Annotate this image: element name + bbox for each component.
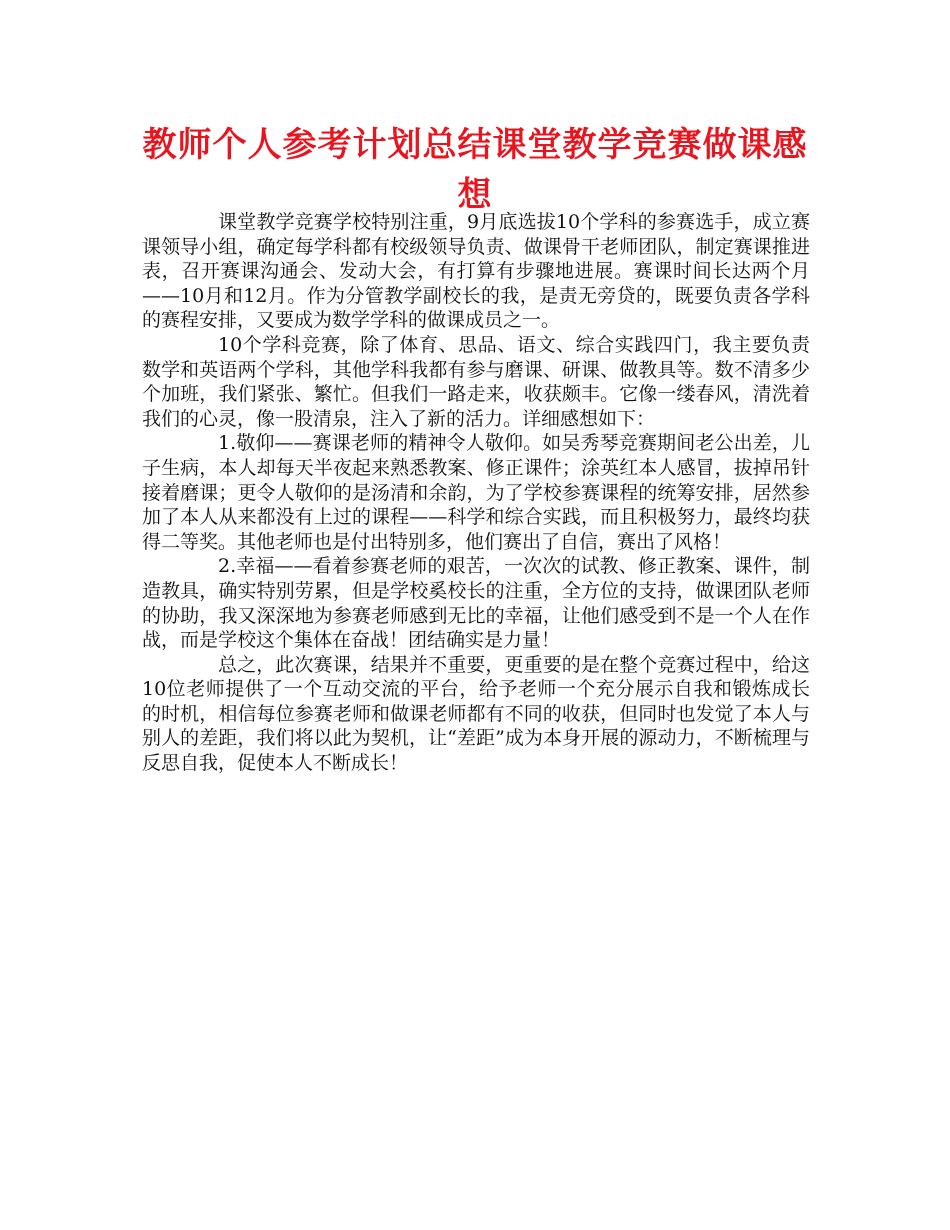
- paragraph-admiration: 1.敬仰——赛课老师的精神令人敬仰。如吴秀琴竞赛期间老公出差，儿子生病，本人却每天半夜起来熟悉教案、修正课件；涂英红本人感冒，拔掉吊针接着磨课；更令人敬仰的是汤清和余韵，为了学校参赛课程的统筹安排，居然参加了本人从来都没有上过的课程——科学和综合实践，而且积极努力，最终均获得二等奖。其他老师也是付出特别多，他们赛出了自信，赛出了风格！: [142, 432, 810, 553]
- paragraph-happiness: 2.幸福——看着参赛老师的艰苦，一次次的试教、修正教案、课件，制造教具，确实特别劳累，但是学校奚校长的注重，全方位的支持，做课团队老师的协助，我又深深地为参赛老师感到无比的幸福，让他们感受到不是一个人在作战，而是学校这个集体在奋战！团结确实是力量！: [142, 555, 810, 652]
- paragraph-conclusion: 总之，此次赛课，结果并不重要，更重要的是在整个竞赛过程中，给这10位老师提供了一个互动交流的平台，给予老师一个充分展示自我和锻炼成长的时机，相信每位参赛老师和做课老师都有不同的收获，但同时也发觉了本人与别人的差距，我们将以此为契机，让“差距”成为本身开展的源动力，不断梳理与反思自我，促使本人不断成长！: [142, 653, 810, 775]
- paragraph-subjects: 10个学科竞赛，除了体育、思品、语文、综合实践四门，我主要负责数学和英语两个学科，其他学科我都有参与磨课、研课、做教具等。数不清多少个加班，我们紧张、繁忙。但我们一路走来，收获颇丰。它像一缕春风，清洗着我们的心灵，像一股清泉，注入了新的活力。详细感想如下：: [142, 333, 810, 430]
- paragraph-intro: 课堂教学竞赛学校特别注重，9月底选拔10个学科的参赛选手，成立赛课领导小组，确定每学科都有校级领导负责、做课骨干老师团队，制定赛课推进表，召开赛课沟通会、发动大会，有打算有步骤地进展。赛课时间长达两个月——10月和12月。作为分管教学副校长的我，是责无旁贷的，既要负责各学科的赛程安排，又要成为数学学科的做课成员之一。: [142, 211, 810, 332]
- document-body: [142, 210, 810, 776]
- document-title: 教师个人参考计划总结课堂教学竞赛做课感想: [142, 125, 808, 215]
